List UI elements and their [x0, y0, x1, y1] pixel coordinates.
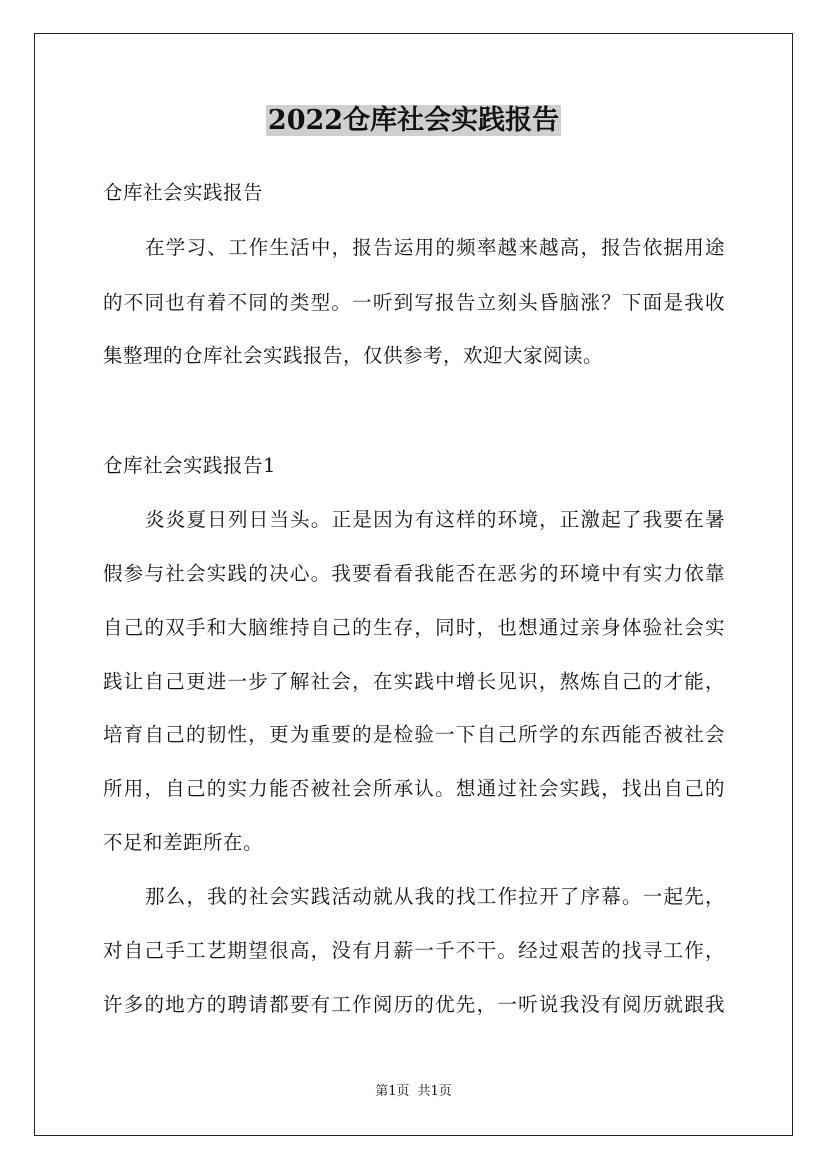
para2-line-2: 对自己手工艺期望很高，没有月薪一千不干。经过艰苦的找寻工作，: [103, 939, 725, 962]
para1-line-5: 培育自己的韧性，更为重要的是检验一下自己所学的东西能否被社会: [103, 723, 725, 746]
document-title: 2022仓库社会实践报告: [267, 105, 560, 136]
para1-line-3: 自己的双手和大脑维持自己的生存，同时，也想通过亲身体验社会实: [103, 616, 725, 639]
page-total: 共1页: [417, 1084, 452, 1099]
intro-line-1: 在学习、工作生活中，报告运用的频率越来越高，报告依据用途: [145, 236, 725, 259]
para1-line-4: 践让自己更进一步了解社会，在实践中增长见识，熬炼自己的才能，: [103, 670, 725, 693]
para2-line-1: 那么，我的社会实践活动就从我的找工作拉开了序幕。一起先，: [145, 885, 725, 908]
intro-line-3: 集整理的仓库社会实践报告，仅供参考，欢迎大家阅读。: [103, 344, 604, 367]
para2-line-3: 许多的地方的聘请都要有工作阅历的优先，一听说我没有阅历就跟我: [103, 993, 725, 1016]
para1-line-1: 炎炎夏日列日当头。正是因为有这样的环境，正激起了我要在暑: [145, 508, 725, 531]
page-footer: [0, 1083, 827, 1101]
section1-heading: 仓库社会实践报告1: [103, 454, 276, 477]
document-subtitle: 仓库社会实践报告: [103, 181, 264, 204]
para1-line-6: 所用，自己的实力能否被社会所承认。想通过社会实践，找出自己的: [103, 777, 725, 800]
page-number: 第1页: [375, 1084, 410, 1099]
intro-line-2: 的不同也有着不同的类型。一听到写报告立刻头昏脑涨？下面是我收: [103, 291, 725, 314]
para1-line-2: 假参与社会实践的决心。我要看看我能否在恶劣的环境中有实力依靠: [103, 562, 725, 585]
para1-line-7: 不足和差距所在。: [103, 831, 264, 854]
